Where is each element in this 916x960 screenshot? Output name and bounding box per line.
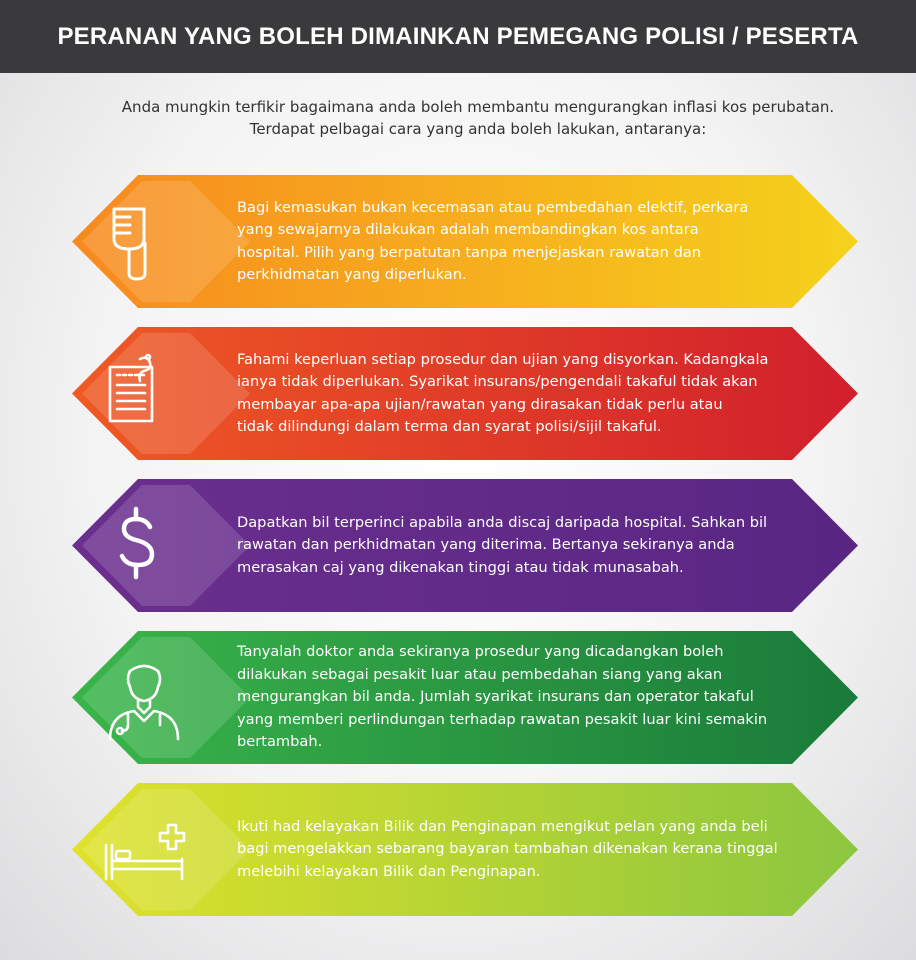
card-line: dilakukan sebagai pesakit luar atau pembedahan siang yang akan — [237, 665, 723, 683]
card-line: Fahami keperluan setiap prosedur dan ujian yang disyorkan. Kadangkala — [237, 350, 769, 368]
card-line: bertambah. — [237, 733, 323, 751]
card-text — [237, 327, 812, 460]
card-text — [237, 783, 812, 916]
card-line: tidak dilindungi dalam terma dan syarat polisi/sijil takaful. — [237, 418, 662, 435]
card-text — [237, 631, 812, 764]
page-title: PERANAN YANG BOLEH DIMAINKAN PEMEGANG POLISI / PESERTA — [57, 22, 859, 50]
medical-report-icon — [100, 349, 188, 437]
card-line: perkhidmatan yang diperlukan. — [237, 266, 467, 283]
header-bar — [0, 0, 916, 73]
card-line: hospital. Pilih yang berpatutan tanpa menjejaskan rawatan dan — [237, 243, 702, 261]
tip-card-room-board — [72, 783, 858, 916]
card-line: mengurangkan bil anda. Jumlah syarikat insurans dan operator takaful — [237, 688, 754, 706]
card-line: melebihi kelayakan Bilik dan Penginapan. — [237, 862, 541, 880]
tip-card-itemized-bill — [72, 479, 858, 612]
hospital-bed-icon — [100, 805, 188, 893]
card-text — [237, 175, 812, 308]
intro-text — [0, 96, 916, 140]
card-line: membayar apa-apa ujian/rawatan yang dirasakan tidak perlu atau — [237, 395, 723, 413]
doctor-icon — [100, 653, 188, 741]
tip-card-compare-costs — [72, 175, 858, 308]
card-line: rawatan dan perkhidmatan yang diterima. Bertanya sekiranya anda — [237, 536, 735, 554]
card-text — [237, 479, 812, 612]
intro-line-1: Anda mungkin terfikir bagaimana anda boleh membantu mengurangkan inflasi kos perubatan. — [121, 98, 835, 116]
card-line: yang sewajarnya dilakukan adalah membandingkan kos antara — [237, 221, 699, 238]
card-line: Bagi kemasukan bukan kecemasan atau pembedahan elektif, perkara — [237, 198, 749, 216]
card-line: Tanyalah doktor anda sekiranya prosedur yang dicadangkan boleh — [237, 643, 724, 661]
tip-card-understand-procedures — [72, 327, 858, 460]
card-line: Ikuti had kelayakan Bilik dan Penginapan mengikut pelan yang anda beli — [237, 817, 768, 835]
card-line: bagi mengelakkan sebarang bayaran tambahan dikenakan kerana tinggal — [237, 840, 778, 858]
card-line: merasakan caj yang dikenakan tinggi atau tidak munasabah. — [237, 558, 684, 576]
intro-line-2: Terdapat pelbagai cara yang anda boleh lakukan, antaranya: — [249, 120, 707, 138]
card-line: ianya tidak diperlukan. Syarikat insurans/pengendali takaful tidak akan — [237, 373, 758, 390]
dollar-icon — [100, 501, 188, 589]
card-line: Dapatkan bil terperinci apabila anda discaj daripada hospital. Sahkan bil — [237, 513, 768, 531]
tip-card-outpatient — [72, 631, 858, 764]
iv-drip-icon — [100, 197, 188, 285]
card-line: yang memberi perlindungan terhadap rawatan pesakit luar kini semakin — [237, 710, 768, 728]
